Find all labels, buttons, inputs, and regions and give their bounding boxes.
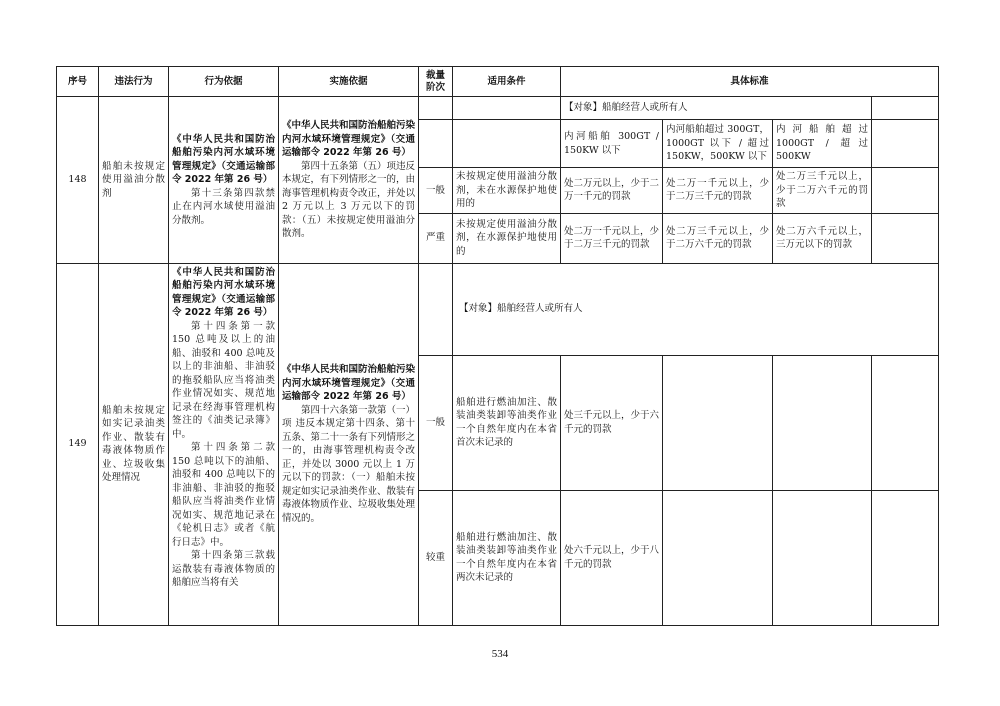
condition-cell: 未按规定使用溢油分散剂，未在水源保护地使用的 (453, 168, 561, 214)
header-seq: 序号 (57, 67, 99, 97)
violation-cell: 船舶未按规定使用溢油分散剂 (99, 97, 169, 264)
basis-cell (169, 263, 279, 625)
empty-cell (419, 120, 453, 168)
condition-cell: 船舶进行燃油加注、散装油类装卸等油类作业一个自然年度内在本省两次未记录的 (453, 490, 561, 625)
empty-cell (872, 120, 939, 168)
empty-cell (773, 355, 872, 490)
object-cell: 【对象】船舶经营人或所有人 (561, 97, 872, 120)
table-row (57, 263, 939, 355)
empty-cell (872, 213, 939, 263)
empty-cell (872, 355, 939, 490)
standard-cell: 处二万一千元以上，少于二万三千元的罚款 (663, 168, 773, 214)
condition-cell: 未按规定使用溢油分散剂，在水源保护地使用的 (453, 213, 561, 263)
standard-cell: 处三千元以上，少于六千元的罚款 (561, 355, 663, 490)
level-cell: 一般 (419, 355, 453, 490)
standard-cell: 处六千元以上，少于八千元的罚款 (561, 490, 663, 625)
empty-cell (663, 490, 773, 625)
empty-cell (419, 97, 453, 120)
empty-cell (663, 355, 773, 490)
standard-cell: 处二万元以上，少于二万一千元的罚款 (561, 168, 663, 214)
empty-cell (872, 97, 939, 120)
standard-cell: 处二万六千元以上，三万元以下的罚款 (773, 213, 872, 263)
category-col-2: 内河船舶超过 300GT，1000GT 以下 / 超过 150KW，500KW 以下 (663, 120, 773, 168)
basis-cell (169, 97, 279, 264)
empty-cell (453, 97, 561, 120)
empty-cell (872, 490, 939, 625)
header-cond: 适用条件 (453, 67, 561, 97)
basis-paragraph-2: 第十四条第二款 150 总吨以下的油船、油驳和 400 总吨以下的非油船、非油驳的拖驳船队应当将油类作业情况如实、规范地记录在《轮机日志》或者《航行日志》中。 (172, 442, 275, 548)
level-cell: 一般 (419, 168, 453, 214)
basis-text: 第十三条第四款禁止在内河水域使用溢油分散剂。 (172, 187, 275, 226)
header-basis: 行为依据 (169, 67, 279, 97)
impl-title: 《中华人民共和国防治船舶污染内河水域环境管理规定》（交通运输部令 2022 年第 26 号） (282, 120, 416, 158)
empty-cell (419, 263, 453, 355)
page-number: 534 (491, 648, 509, 660)
header-violation: 违法行为 (99, 67, 169, 97)
empty-cell (773, 490, 872, 625)
penalty-standards-table (56, 66, 939, 626)
standard-cell: 处二万一千元以上，少于二万三千元的罚款 (561, 213, 663, 263)
violation-cell: 船舶未按规定如实记录油类作业、散装有毒液体物质作业、垃圾收集处理情况 (99, 263, 169, 625)
standard-cell: 处二万三千元以上，少于二万六千元的罚款 (773, 168, 872, 214)
level-cell: 较重 (419, 490, 453, 625)
impl-text: 第四十五条第（五）项违反本规定，有下列情形之一的，由海事管理机构责令改正，并处以 2 万元以上 3 万元以下的罚款：（五）未按规定使用溢油分散剂。 (282, 160, 416, 239)
standard-cell: 处二万三千元以上，少于二万六千元的罚款 (663, 213, 773, 263)
object-cell: 【对象】船舶经营人或所有人 (453, 263, 939, 355)
empty-cell (872, 168, 939, 214)
impl-text: 第四十六条第一款第（一）项 违反本规定第十四条、第十五条、第二十一条有下列情形之一的，由海事管理机构责令改正，并处以 3000 元以上 1 万元以下的罚款：（一）船舶未按规定如实记录油类作业、散装有毒液体物质作业、垃圾收集处理情况的。 (282, 404, 416, 524)
condition-cell: 船舶进行燃油加注、散装油类装卸等油类作业一个自然年度内在本省首次未记录的 (453, 355, 561, 490)
category-col-1: 内河船舶 300GT / 150KW 以下 (561, 120, 663, 168)
header-level: 裁量 阶次 (419, 67, 453, 97)
basis-title: 《中华人民共和国防治船舶污染内河水域环境管理规定》（交通运输部令 2022 年第 26 号） (172, 266, 275, 318)
basis-title: 《中华人民共和国防治船舶污染内河水域环境管理规定》（交通运输部令 2022 年第 26 号） (172, 133, 275, 185)
seq-cell: 148 (57, 97, 99, 264)
header-row (57, 67, 939, 97)
header-impl: 实施依据 (279, 67, 419, 97)
basis-paragraph-1: 第十四条第一款 150 总吨及以上的油船、油驳和 400 总吨及以上的非油船、非油驳的拖驳船队应当将油类作业情况如实、规范地记录在经海事管理机构签注的《油类记录簿》中。 (172, 320, 275, 440)
impl-cell (279, 263, 419, 625)
category-col-3: 内河船舶超过 1000GT / 超过 500KW (773, 120, 872, 168)
table-row (57, 97, 939, 120)
impl-cell (279, 97, 419, 264)
level-cell: 严重 (419, 213, 453, 263)
basis-paragraph-3: 第十四条第三款载运散装有毒液体物质的船舶应当将有关 (172, 550, 275, 588)
empty-cell (453, 120, 561, 168)
seq-cell: 149 (57, 263, 99, 625)
header-std: 具体标准 (561, 67, 939, 97)
impl-title: 《中华人民共和国防治船舶污染内河水域环境管理规定》（交通运输部令 2022 年第 26 号） (282, 364, 416, 402)
